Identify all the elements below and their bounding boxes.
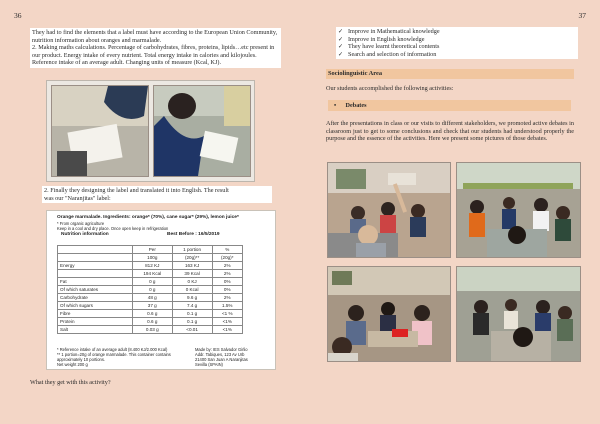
- label-made-by-2: Addr. Tabiques, 123 Av Urb: [195, 352, 245, 357]
- label-footnote-1: * Reference intake of an average adult (8.400 KJ/2.000 Kcal): [57, 347, 168, 352]
- label-made-by-1: Made by: IES Salvador Girlio: [195, 347, 248, 352]
- nutrition-cell-portion: 0.1 g: [172, 318, 212, 326]
- nutrition-cell-pct: 2%: [212, 270, 243, 278]
- col-pct-g: (20g)*: [212, 254, 243, 262]
- nutrition-cell-pct: <1 %: [212, 310, 243, 318]
- nutrition-row: [58, 310, 243, 318]
- checklist-item: [338, 28, 576, 36]
- nutrition-cell-pct: 0%: [212, 278, 243, 286]
- debates-paragraph: After the presentations in class or our visits to different stakeholders, we promoted active debates in classroom just to get to some conclusions and check that our students had understood properly the purpose and the essence of the activities. Here we present some pictures of those debates.: [326, 120, 574, 143]
- student-desk-photo: [153, 85, 251, 177]
- nutrition-row: [58, 326, 243, 334]
- nutrition-row: [58, 302, 243, 310]
- left-photo-strip: [46, 80, 255, 182]
- nutrition-label: [46, 210, 276, 370]
- nutrition-row: [58, 278, 243, 286]
- nutrition-cell-pct: 2%: [212, 262, 243, 270]
- nutrition-cell-portion: 0.1 g: [172, 310, 212, 318]
- label-made-by-4: Sevilla (SPAIN): [195, 362, 223, 367]
- nutrition-cell-portion: 39 Kcal: [172, 270, 212, 278]
- nutrition-cell-portion: 163 KJ: [172, 262, 212, 270]
- col-100g: 100g: [132, 254, 172, 262]
- nutrition-cell-pct: <1%: [212, 326, 243, 334]
- nutrition-cell-per100: 0.6 g: [132, 310, 172, 318]
- page-number-left: 36: [14, 11, 22, 20]
- debate-photo-1: [327, 162, 451, 258]
- nutrition-row: [58, 318, 243, 326]
- bullet-icon: •: [334, 102, 337, 109]
- checklist-item: [338, 36, 576, 44]
- nutrition-cell-name: Of which saturates: [58, 286, 133, 294]
- check-icon: ✓: [338, 35, 344, 43]
- label-nutrition-heading: Nutrition information: [61, 232, 109, 237]
- check-icon: ✓: [338, 50, 344, 58]
- check-icon: ✓: [338, 28, 344, 35]
- checklist-item: [338, 51, 576, 59]
- student-writing-photo: [51, 85, 149, 177]
- nutrition-cell-name: [58, 270, 133, 278]
- label-footnote-2: ** 1 portion=20g of orange marmalade. This container contains: [57, 352, 171, 357]
- debate-photo-3: [327, 266, 451, 362]
- nutrition-cell-portion: 0 Kcal: [172, 286, 212, 294]
- nutrition-cell-name: Of which sugars: [58, 302, 133, 310]
- nutrition-cell-per100: 48 g: [132, 294, 172, 302]
- nutrition-cell-per100: 0 g: [132, 286, 172, 294]
- nutrition-cell-portion: 7.4 g: [172, 302, 212, 310]
- nutrition-cell-per100: 812 KJ: [132, 262, 172, 270]
- page-number-right: 37: [578, 11, 586, 20]
- debates-heading: [328, 100, 571, 111]
- nutrition-cell-per100: 0 g: [132, 278, 172, 286]
- nutrition-cell-per100: 0.03 g: [132, 326, 172, 334]
- nutrition-cell-name: Protein: [58, 318, 133, 326]
- label-footnote-3: approximately 10 portions.: [57, 357, 106, 362]
- nutrition-cell-portion: 0 KJ: [172, 278, 212, 286]
- nutrition-cell-name: Carbohydrate: [58, 294, 133, 302]
- label-best-before: Best Before : 16/5/2019: [167, 232, 220, 237]
- nutrition-row: [58, 270, 243, 278]
- nutrition-row: [58, 286, 243, 294]
- label-footnote-4: Net weight 200 g: [57, 362, 88, 367]
- nutrition-cell-portion: 9.6 g: [172, 294, 212, 302]
- activity-question: What they get with this activity?: [30, 379, 111, 386]
- activities-line: Our students accomplished the following activities:: [326, 85, 454, 92]
- col-per: Per: [132, 246, 172, 254]
- nutrition-cell-pct: 2%: [212, 294, 243, 302]
- nutrition-row: [58, 294, 243, 302]
- nutrition-cell-name: Fat: [58, 278, 133, 286]
- label-organic: * From organic agriculture: [57, 221, 105, 226]
- debate-photo-2: [456, 162, 581, 258]
- checklist-item-label: Improve in Mathematical knowledge: [348, 28, 440, 35]
- nutrition-cell-per100: 0.6 g: [132, 318, 172, 326]
- nutrition-cell-portion: <0.01: [172, 326, 212, 334]
- nutrition-cell-per100: 37 g: [132, 302, 172, 310]
- label-keep: Keep in a cool and dry place. Once open keep in refrigeration: [57, 226, 169, 231]
- label-title: Orange marmalade. Ingredients: orange* (70%), cane sugar* (29%), lemon juice*: [57, 215, 239, 220]
- nutrition-row: [58, 262, 243, 270]
- checklist-item-label: Search and selection of information: [348, 50, 437, 58]
- nutrition-cell-name: Salt: [58, 326, 133, 334]
- col-portion: 1 portion: [172, 246, 212, 254]
- intro-paragraph: They had to find the elements that a label must have according to the European Union Community, nutrition information about oranges and marmalade. 2. Making maths calculations. Percentage of carbohydrates, fibres, proteins, lipids…etc present in our product. Energy intake of every nutrient. Total energy intake in calories and kilojoules. Reference intake of an average adult. Changing units of measure (Kcal, KJ).: [30, 28, 281, 68]
- skills-checklist: [336, 27, 578, 59]
- col-portion-g: (20g)**: [172, 254, 212, 262]
- checklist-item: [338, 43, 576, 51]
- checklist-item-label: They have learnt theoretical contents: [348, 43, 440, 51]
- nutrition-cell-pct: 0%: [212, 286, 243, 294]
- debates-heading-label: Debates: [345, 102, 367, 109]
- debate-photo-4: [456, 266, 581, 362]
- check-icon: ✓: [338, 43, 344, 51]
- nutrition-table: [57, 245, 243, 334]
- col-pct: %: [212, 246, 243, 254]
- nutrition-cell-name: Energy: [58, 262, 133, 270]
- nutrition-cell-pct: 1.5%: [212, 302, 243, 310]
- sociolinguistic-heading: Sociolinguistic Area: [326, 69, 574, 79]
- nutrition-cell-per100: 194 Kcal: [132, 270, 172, 278]
- checklist-item-label: Improve in English knowledge: [348, 35, 425, 43]
- step-paragraph: 2. Finally they designing the label and translated it into English. The result was our "Naranjitas" label:: [42, 186, 272, 203]
- nutrition-cell-pct: <1%: [212, 318, 243, 326]
- label-made-by-3: 21400 San Juan A Naranjitas: [195, 357, 248, 362]
- nutrition-cell-name: Fibre: [58, 310, 133, 318]
